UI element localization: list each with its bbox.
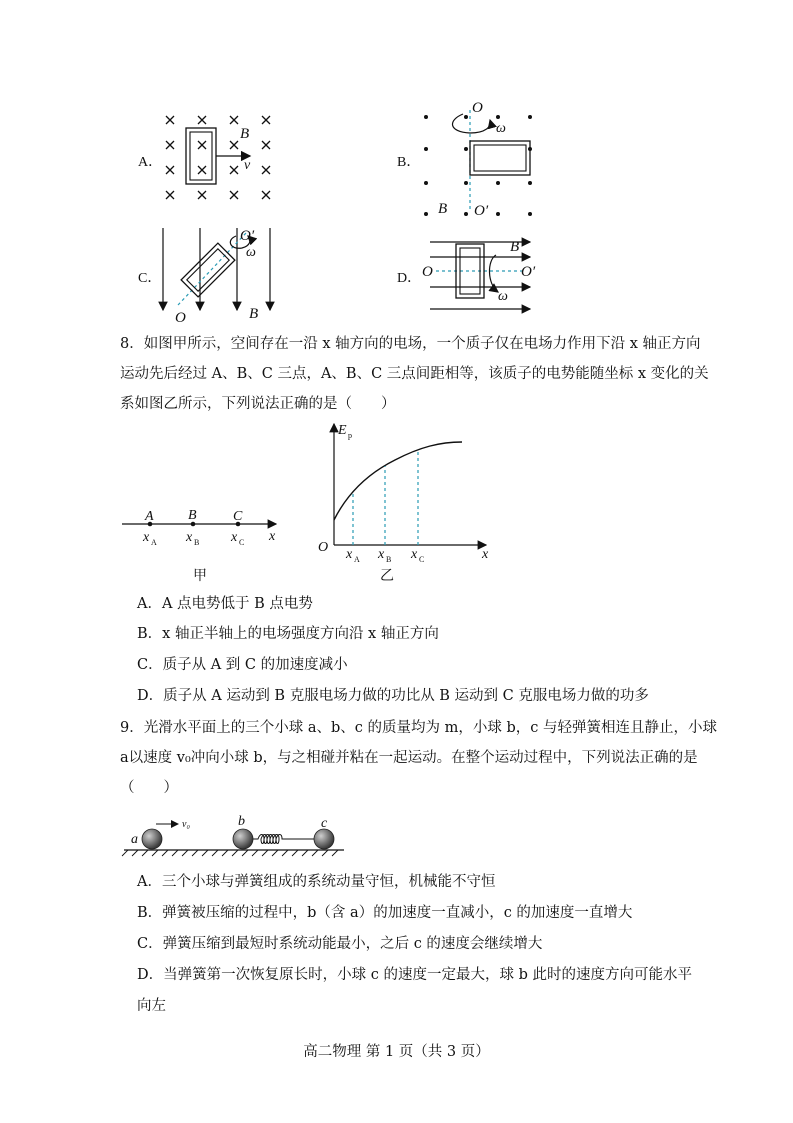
svg-text:C: C	[233, 509, 243, 524]
svg-text:b: b	[238, 814, 245, 829]
svg-text:v₀: v₀	[182, 819, 190, 830]
svg-text:p: p	[348, 431, 352, 440]
q8-option-a[interactable]: A．A 点电势低于 B 点电势	[137, 596, 313, 612]
page-footer: 高二物理 第 1 页（共 3 页）	[303, 1044, 490, 1060]
q9-figure	[0, 805, 793, 865]
svg-text:ω: ω	[496, 121, 506, 136]
svg-text:x: x	[143, 530, 150, 545]
q9-option-d[interactable]: D．当弹簧第一次恢复原长时，小球 c 的速度一定最大，球 b 此时的速度方向可能水平	[137, 967, 692, 983]
svg-text:A: A	[151, 538, 157, 547]
fig7-b-label: B．	[397, 155, 421, 170]
fig7-c-label: C．	[138, 271, 162, 286]
ball-b	[233, 829, 253, 849]
q9-option-d-cont: 向左	[137, 998, 166, 1014]
svg-text:x: x	[186, 530, 193, 545]
svg-text:x: x	[231, 530, 238, 545]
fig-jia	[122, 508, 276, 584]
q8-stem-line3: 系如图乙所示，下列说法正确的是（ ）	[120, 396, 396, 412]
svg-text:O: O	[175, 310, 186, 326]
q8-figures	[0, 415, 793, 590]
q8-stem-line2: 运动先后经过 A、B、C 三点，A、B、C 三点间距相等，该质子的电势能随坐标 x 变化的关	[120, 366, 709, 382]
fig7-d-label: D．	[397, 271, 422, 286]
svg-text:A: A	[354, 555, 360, 564]
fig7-d-diagram	[397, 239, 536, 309]
q9-stem-line2: a以速度 v₀冲向小球 b，与之相碰并粘在一起运动。在整个运动过程中，下列说法正确的是	[120, 750, 698, 766]
svg-text:C: C	[239, 538, 245, 547]
svg-text:B: B	[510, 239, 520, 255]
q8-option-d[interactable]: D．质子从 A 运动到 B 克服电场力做的功比从 B 运动到 C 克服电场力做的功多	[137, 688, 649, 704]
svg-text:x: x	[411, 547, 418, 562]
fig7-b-diagram	[397, 100, 532, 219]
q9-option-c[interactable]: C．弹簧压缩到最短时系统动能最小，之后 c 的速度会继续增大	[137, 936, 543, 952]
svg-text:A: A	[145, 509, 154, 524]
q9-stem-line1: 9．光滑水平面上的三个小球 a、b、c 的质量均为 m，小球 b，c 与轻弹簧相连且静止，小球	[120, 720, 717, 736]
svg-text:x: x	[269, 529, 276, 544]
svg-text:B: B	[194, 538, 200, 547]
ball-a	[142, 829, 162, 849]
spring	[253, 835, 314, 844]
svg-text:O: O	[472, 100, 483, 116]
q9-option-b[interactable]: B．弹簧被压缩的过程中，b（含 a）的加速度一直减小，c 的加速度一直增大	[137, 905, 633, 921]
svg-text:B: B	[438, 201, 448, 217]
svg-text:v: v	[244, 158, 251, 173]
fig7-a-diagram	[138, 116, 270, 199]
ball-c	[314, 829, 334, 849]
fig7-a-label: A．	[138, 155, 163, 170]
q8-option-c[interactable]: C．质子从 A 到 C 的加速度减小	[137, 657, 348, 673]
svg-text:B: B	[386, 555, 392, 564]
svg-text:C: C	[419, 555, 425, 564]
q9-option-a[interactable]: A．三个小球与弹簧组成的系统动量守恒，机械能不守恒	[137, 874, 496, 890]
svg-text:O′: O′	[474, 203, 489, 219]
fig-jia-caption: 甲	[193, 569, 207, 584]
svg-text:E: E	[338, 423, 347, 438]
svg-text:O′: O′	[521, 264, 536, 280]
svg-text:ω: ω	[498, 289, 508, 304]
svg-text:x: x	[482, 547, 489, 562]
svg-text:B: B	[249, 306, 259, 322]
fig7-c-diagram	[138, 228, 270, 326]
q9-stem-line3: （ ）	[120, 780, 178, 796]
svg-text:O′: O′	[240, 228, 255, 244]
svg-text:O: O	[422, 264, 433, 280]
svg-text:c: c	[321, 816, 328, 831]
magnetic-field-crosses	[166, 116, 270, 199]
svg-text:x: x	[378, 547, 385, 562]
q8-option-b[interactable]: B．x 轴正半轴上的电场强度方向沿 x 轴正方向	[137, 626, 439, 642]
fig7-diagrams	[0, 0, 793, 330]
q8-stem-line1: 8．如图甲所示，空间存在一沿 x 轴方向的电场，一个质子仅在电场力作用下沿 x 轴正方向	[120, 336, 701, 352]
svg-text:x: x	[346, 547, 353, 562]
fig-yi-caption: 乙	[380, 569, 394, 584]
fig-yi	[318, 423, 489, 584]
svg-text:B: B	[240, 126, 250, 142]
ground-hatching	[122, 850, 338, 856]
svg-text:B: B	[188, 508, 197, 523]
svg-text:O: O	[318, 540, 329, 555]
svg-text:ω: ω	[246, 245, 256, 260]
svg-text:a: a	[131, 832, 138, 847]
